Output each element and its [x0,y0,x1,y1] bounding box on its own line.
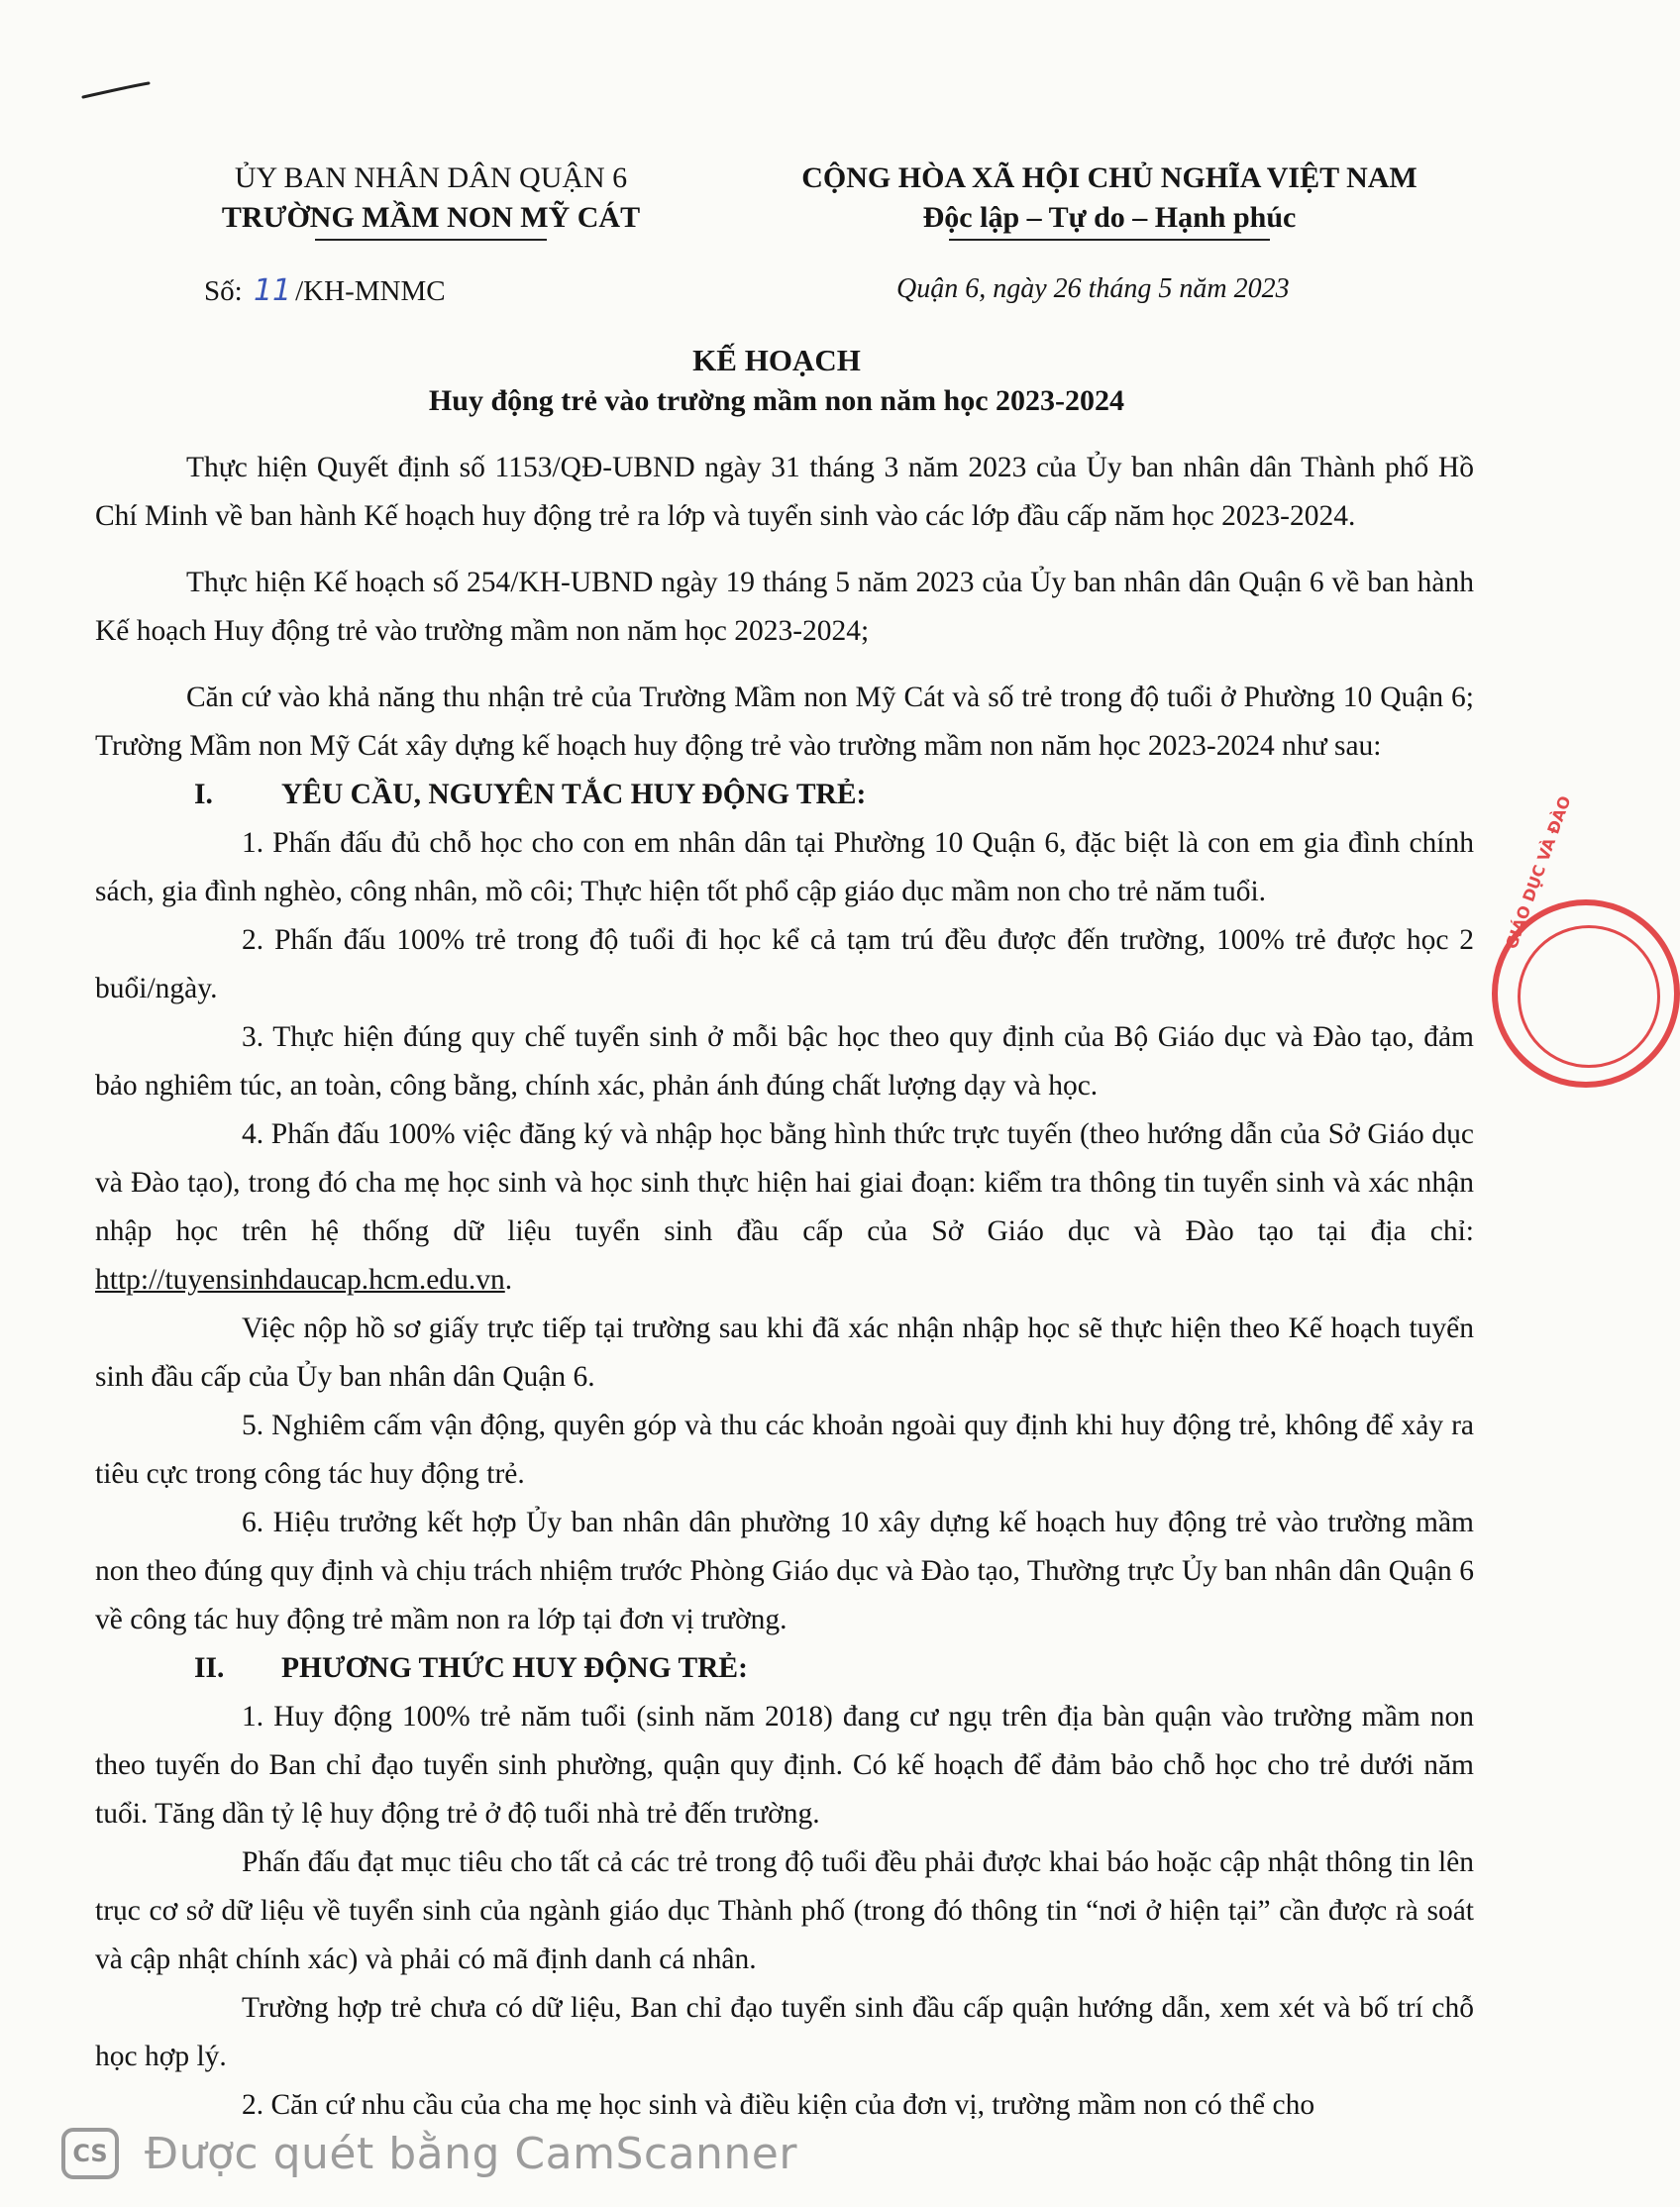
section-1-item-1: 1. Phấn đấu đủ chỗ học cho con em nhân dân tại Phường 10 Quận 6, đặc biệt là con em gia đình chính sách, gia đình nghèo, công nhân, mồ côi; Thực hiện tốt phổ cập giáo dục mầm non cho trẻ năm tuổi. [95,827,1474,907]
issuer-underline [315,239,547,241]
section-1-title: YÊU CẦU, NGUYÊN TẮC HUY ĐỘNG TRẺ: [281,779,867,810]
national-title: CỘNG HÒA XÃ HỘI CHỦ NGHĨA VIỆT NAM [801,161,1418,194]
document-subtitle: Huy động trẻ vào trường mầm non năm học 2023-2024 [428,384,1125,417]
section-1-item-4 [95,1110,1474,1305]
camscanner-watermark-text: Được quét bằng CamScanner [145,2128,797,2179]
section-1-heading [95,771,1474,819]
official-red-stamp [1492,792,1680,1088]
doc-number-suffix: /KH-MNMC [295,275,446,307]
motto-underline [949,239,1270,241]
section-1-item-4-note: Việc nộp hồ sơ giấy trực tiếp tại trường sau khi đã xác nhận nhập học sẽ thực hiện theo Kế hoạch tuyển sinh đầu cấp của Ủy ban nhân dân Quận 6. [95,1313,1474,1393]
section-2-paragraph-b: Trường hợp trẻ chưa có dữ liệu, Ban chỉ đạo tuyển sinh đầu cấp quận hướng dẫn, xem xét và bố trí chỗ học hợp lý. [95,1992,1474,2072]
section-1-number: I. [194,779,213,810]
section-2-heading [95,1644,1474,1693]
issuer-block [168,158,693,238]
section-1-item-4-text: 4. Phấn đấu 100% việc đăng ký và nhập học bằng hình thức trực tuyến (theo hướng dẫn của Sở Giáo dục và Đào tạo), trong đó cha mẹ học sinh và học sinh thực hiện hai giai đoạn: kiểm tra thông tin tuyển sinh và xác nhận nhập học trên hệ thống dữ liệu tuyển sinh đầu cấp của Sở Giáo dục và Đào tạo tại địa chỉ: [95,1118,1474,1247]
section-2-paragraph-a: Phấn đấu đạt mục tiêu cho tất cả các trẻ trong độ tuổi đều phải được khai báo hoặc cập nhật thông tin lên trục cơ sở dữ liệu về tuyển sinh của ngành giáo dục Thành phố (trong đó thông tin “nơi ở hiện tại” cần được rà soát và cập nhật chính xác) và phải có mã định danh cá nhân. [95,1846,1474,1975]
intro-paragraph-2: Thực hiện Kế hoạch số 254/KH-UBND ngày 19 tháng 5 năm 2023 của Ủy ban nhân dân Quận 6 về ban hành Kế hoạch Huy động trẻ vào trường mầm non năm học 2023-2024; [95,567,1474,647]
stamp-text: GIÁO DỤC VÀ ĐÀO [1502,792,1575,952]
document-body [95,444,1474,2130]
section-1-item-4-end: . [504,1264,513,1296]
section-2-number: II. [194,1652,225,1684]
section-1-item-2: 2. Phấn đấu 100% trẻ trong độ tuổi đi học kể cả tạm trú đều được đến trường, 100% trẻ được học 2 buổi/ngày. [95,924,1474,1004]
issuer-school: TRƯỜNG MẦM NON MỸ CÁT [221,201,641,234]
pen-stroke-mark [81,81,151,101]
stamp-inner-ring [1518,925,1660,1068]
camscanner-logo-icon: CS [61,2128,119,2179]
document-date: Quận 6, ngày 26 tháng 5 năm 2023 [896,273,1290,304]
doc-number-handwritten: 11 [253,273,292,308]
section-2-title: PHƯƠNG THỨC HUY ĐỘNG TRẺ: [281,1652,748,1684]
section-2-item-2: 2. Căn cứ nhu cầu của cha mẹ học sinh và điều kiện của đơn vị, trường mầm non có thể cho [242,2089,1315,2121]
doc-number-prefix: Số: [204,275,243,307]
section-1-item-5: 5. Nghiêm cấm vận động, quyên góp và thu các khoản ngoài quy định khi huy động trẻ, không để xảy ra tiêu cực trong công tác huy động trẻ. [95,1410,1474,1490]
document-title: KẾ HOẠCH [692,343,861,377]
intro-paragraph-1: Thực hiện Quyết định số 1153/QĐ-UBND ngày 31 tháng 3 năm 2023 của Ủy ban nhân dân Thành phố Hồ Chí Minh về ban hành Kế hoạch huy động trẻ ra lớp và tuyển sinh vào các lớp đầu cấp năm học 2023-2024. [95,452,1474,532]
section-2-item-1: 1. Huy động 100% trẻ năm tuổi (sinh năm 2018) đang cư ngụ trên địa bàn quận vào trường mầm non theo tuyến do Ban chỉ đạo tuyển sinh phường, quận quy định. Có kế hoạch để đảm bảo chỗ học cho trẻ dưới năm tuổi. Tăng dần tỷ lệ huy động trẻ ở độ tuổi nhà trẻ đến trường. [95,1701,1474,1830]
enrollment-portal-link[interactable]: http://tuyensinhdaucap.hcm.edu.vn [95,1264,505,1296]
section-1-item-6: 6. Hiệu trưởng kết hợp Ủy ban nhân dân phường 10 xây dựng kế hoạch huy động trẻ vào trường mầm non theo đúng quy định và chịu trách nhiệm trước Phòng Giáo dục và Đào tạo, Thường trực Ủy ban nhân dân Quận 6 về công tác huy động trẻ mầm non ra lớp tại đơn vị trường. [95,1507,1474,1635]
intro-paragraph-3: Căn cứ vào khả năng thu nhận trẻ của Trường Mầm non Mỹ Cát và số trẻ trong độ tuổi ở Phường 10 Quận 6; Trường Mầm non Mỹ Cát xây dựng kế hoạch huy động trẻ vào trường mầm non năm học 2023-2024 như sau: [95,682,1474,762]
document-number [204,273,446,308]
national-motto: Độc lập – Tự do – Hạnh phúc [922,201,1297,234]
camscanner-watermark [61,2126,797,2181]
section-1-item-3: 3. Thực hiện đúng quy chế tuyển sinh ở mỗi bậc học theo quy định của Bộ Giáo dục và Đào tạo, đảm bảo nghiêm túc, an toàn, công bằng, chính xác, phản ánh đúng chất lượng dạy và học. [95,1021,1474,1102]
issuer-authority: ỦY BAN NHÂN DÂN QUẬN 6 [234,161,628,194]
national-motto-block [753,158,1466,238]
